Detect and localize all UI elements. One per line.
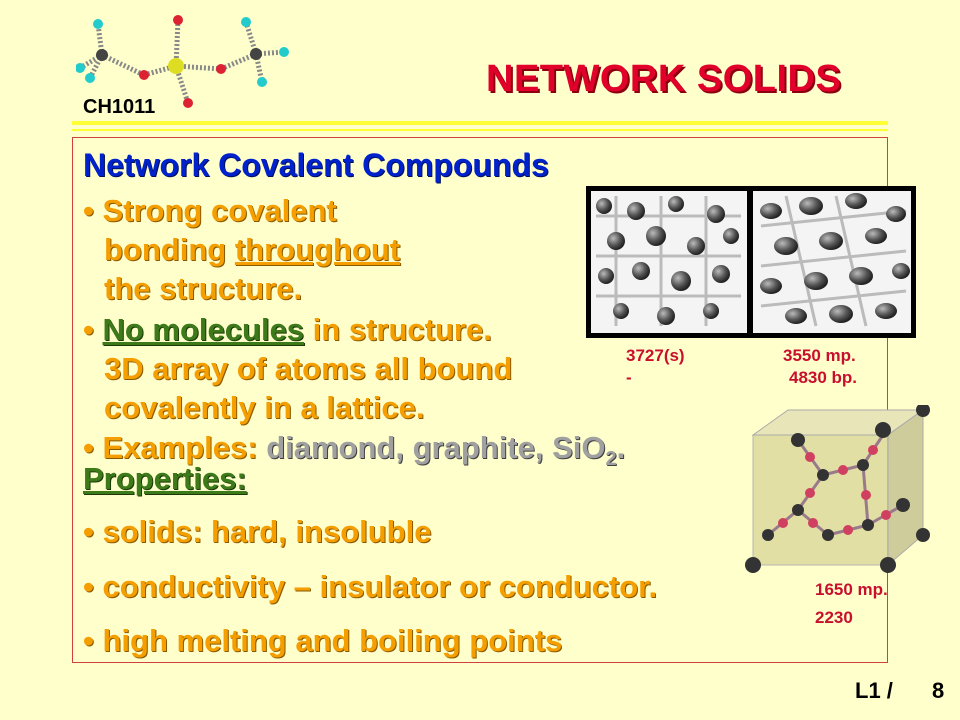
bullet3-label: Examples: <box>102 430 267 465</box>
bullet-glyph: • <box>83 312 94 347</box>
diamond-temperature: 3727(s) <box>626 346 685 365</box>
header-rule-thin <box>72 129 888 131</box>
bullet-glyph: • <box>83 193 94 228</box>
graphite-melting-point: 3550 mp. <box>783 346 856 365</box>
bullet-glyph: • <box>83 623 94 658</box>
sio2-melting-point: 1650 mp. <box>815 580 888 599</box>
page-title: NETWORK SOLIDS <box>486 58 842 100</box>
course-code: CH1011 <box>83 96 156 118</box>
bullet-glyph: • <box>83 514 94 549</box>
diamond-graphite-lattice-image <box>586 186 916 338</box>
bullet1-line2a: bonding <box>104 231 235 267</box>
bullet-strong-covalent <box>83 192 400 308</box>
bullet3-examples: diamond, graphite, SiO <box>266 430 606 465</box>
bullet-glyph: • <box>83 569 94 604</box>
bullet2-in-structure: in structure. <box>304 312 492 347</box>
sio2-boiling-point: 2230 <box>815 608 853 627</box>
property-text: conductivity – insulator or conductor. <box>102 569 658 604</box>
property-item <box>83 568 657 607</box>
bullet3-end: . <box>616 430 626 465</box>
bullet2-no-molecules: No molecules <box>102 312 305 347</box>
bullet-glyph: • <box>83 430 94 465</box>
bullet2-line2: 3D array of atoms all bound <box>104 350 513 386</box>
graphite-boiling-point: 4830 bp. <box>789 368 858 387</box>
bullet1-line1: Strong covalent <box>102 193 337 228</box>
diamond-dash: - <box>626 368 632 387</box>
property-item <box>83 513 431 552</box>
property-text: high melting and boiling points <box>102 623 563 658</box>
bullet-no-molecules <box>83 311 512 427</box>
header-rule <box>72 121 888 125</box>
section-heading: Network Covalent Compounds <box>83 147 549 183</box>
bullet2-line3: covalently in a lattice. <box>104 389 425 425</box>
bullet1-throughout: throughout <box>234 231 401 267</box>
lecture-label: L1 / <box>855 678 893 703</box>
bullet1-line3: the structure. <box>104 270 303 306</box>
properties-heading: Properties: <box>83 461 247 496</box>
page-number: 8 <box>932 678 945 703</box>
bullet3-subscript: 2 <box>605 448 617 471</box>
property-item <box>83 622 562 661</box>
sio2-lattice-cube-image <box>738 405 933 580</box>
property-text: solids: hard, insoluble <box>102 514 432 549</box>
